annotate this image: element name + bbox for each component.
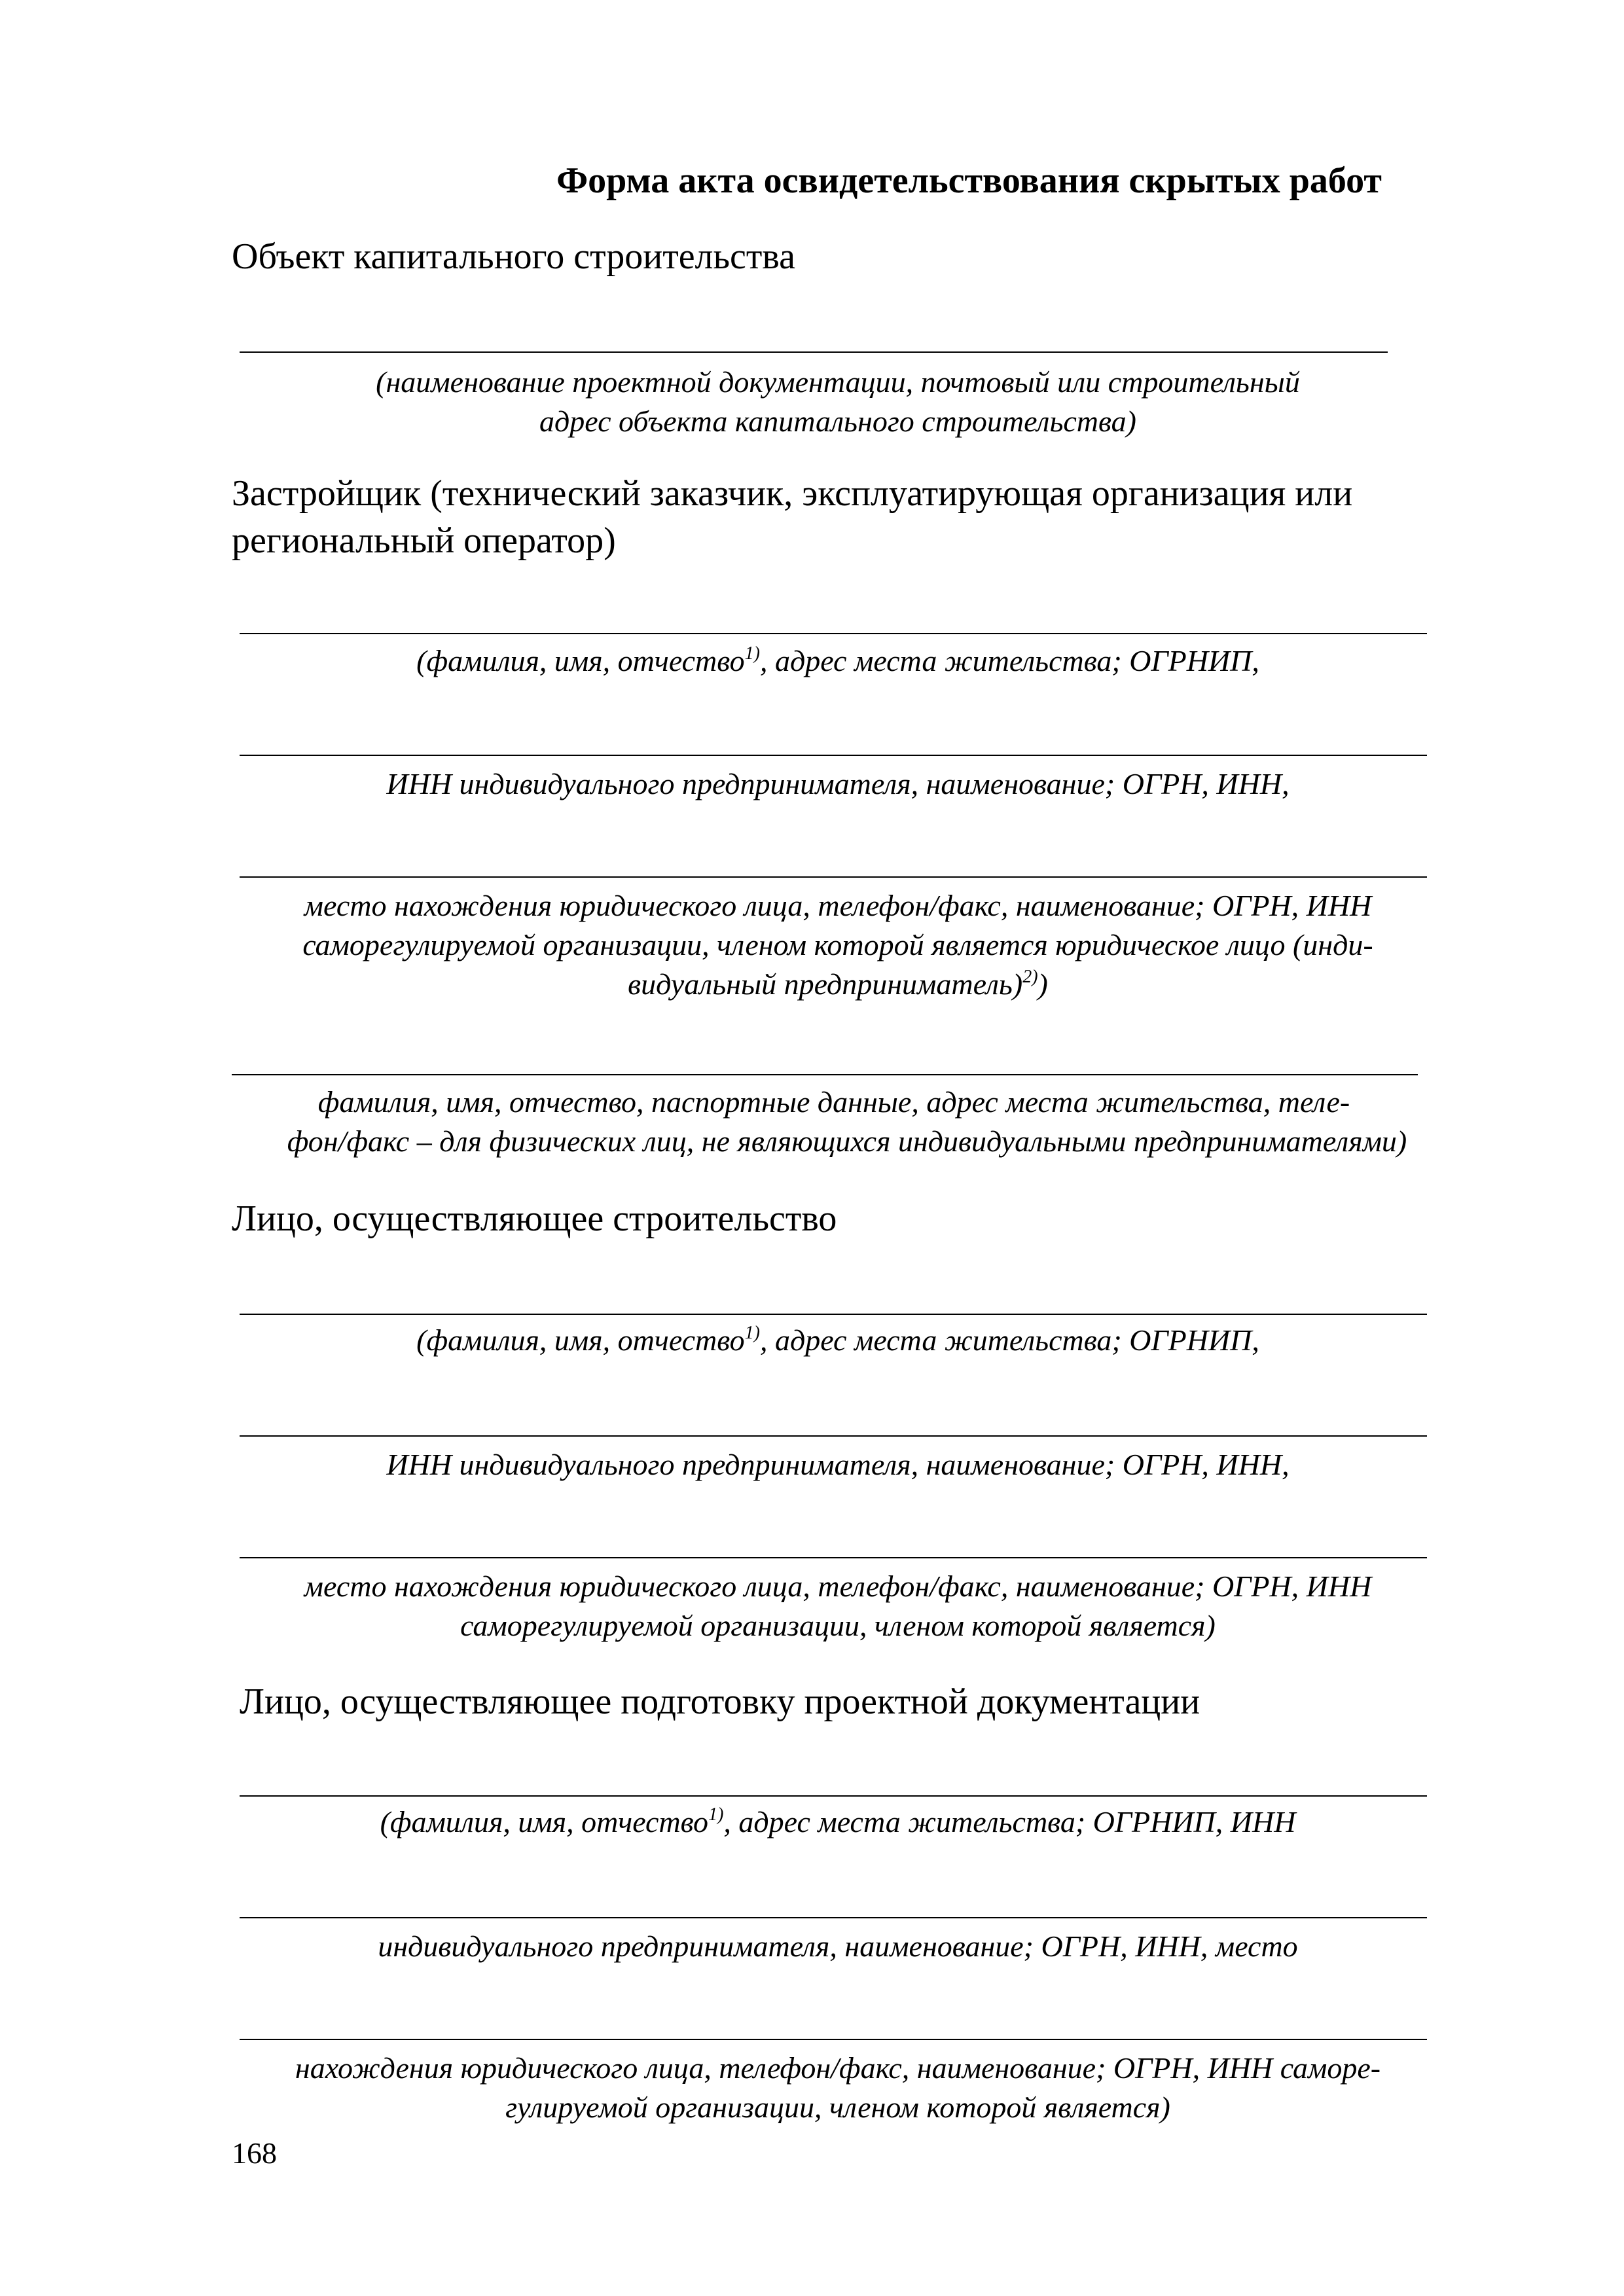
developer-fill-line-3[interactable]: [240, 876, 1427, 878]
builder-fill-line-2[interactable]: [240, 1435, 1427, 1437]
footnote-marker: 1): [744, 643, 760, 664]
developer-caption-1: (фамилия, имя, отчество$^{1)}$, адрес места жительства; ОГРНИП,: [416, 643, 1259, 677]
designer-fill-line-2[interactable]: [240, 1917, 1427, 1918]
object-caption-line2: адрес объекта капитального строительства): [539, 404, 1136, 438]
page-title: Форма акта освидетельствования скрытых работ: [556, 160, 1382, 201]
developer-caption-3-line3: видуальный предприниматель)$^{2)}$): [628, 967, 1048, 1001]
designer-caption-2: индивидуального предпринимателя, наименование; ОГРН, ИНН, место: [378, 1929, 1298, 1963]
developer-caption-4-line1: фамилия, имя, отчество, паспортные данные, адрес места жительства, теле-: [317, 1085, 1350, 1119]
object-caption-line1: (наименование проектной документации, почтовый или строительный: [376, 365, 1300, 399]
footnote-marker: 1): [744, 1323, 760, 1343]
builder-fill-line-3[interactable]: [240, 1557, 1427, 1558]
footnote-marker: 1): [708, 1804, 724, 1825]
designer-caption-1: (фамилия, имя, отчество$^{1)}$, адрес места жительства; ОГРНИП, ИНН: [380, 1804, 1296, 1839]
builder-fill-line-1[interactable]: [240, 1314, 1427, 1315]
developer-heading-line1: Застройщик (технический заказчик, эксплуатирующая организация или: [232, 473, 1353, 514]
developer-caption-3-line1: место нахождения юридического лица, телефон/факс, наименование; ОГРН, ИНН: [304, 889, 1372, 922]
developer-heading-line2: региональный оператор): [232, 520, 616, 561]
developer-fill-line-1[interactable]: [240, 633, 1427, 634]
designer-caption-3-line2: гулируемой организации, членом которой является): [505, 2090, 1170, 2124]
builder-caption-2: ИНН индивидуального предпринимателя, наименование; ОГРН, ИНН,: [386, 1448, 1290, 1481]
object-heading: Объект капитального строительства: [232, 236, 795, 277]
developer-fill-line-2[interactable]: [240, 755, 1427, 756]
footnote-marker: 2): [1022, 967, 1038, 987]
builder-heading: Лицо, осуществляющее строительство: [232, 1198, 837, 1239]
builder-caption-3-line2: саморегулируемой организации, членом которой является): [460, 1609, 1216, 1642]
developer-caption-2: ИНН индивидуального предпринимателя, наименование; ОГРН, ИНН,: [386, 767, 1290, 800]
designer-heading: Лицо, осуществляющее подготовку проектной документации: [240, 1681, 1200, 1722]
developer-fill-line-4[interactable]: [232, 1074, 1418, 1075]
builder-caption-3-line1: место нахождения юридического лица, телефон/факс, наименование; ОГРН, ИНН: [304, 1570, 1372, 1603]
designer-fill-line-1[interactable]: [240, 1795, 1427, 1797]
designer-caption-3-line1: нахождения юридического лица, телефон/факс, наименование; ОГРН, ИНН саморе-: [295, 2051, 1381, 2085]
designer-fill-line-3[interactable]: [240, 2039, 1427, 2040]
builder-caption-1: (фамилия, имя, отчество$^{1)}$, адрес места жительства; ОГРНИП,: [416, 1323, 1259, 1357]
developer-caption-4-line2: фон/факс – для физических лиц, не являющихся индивидуальными предпринимателями): [287, 1124, 1407, 1158]
page-number: 168: [232, 2136, 277, 2170]
object-fill-line[interactable]: [240, 351, 1388, 353]
developer-caption-3-line2: саморегулируемой организации, членом которой является юридическое лицо (инди-: [302, 928, 1373, 961]
